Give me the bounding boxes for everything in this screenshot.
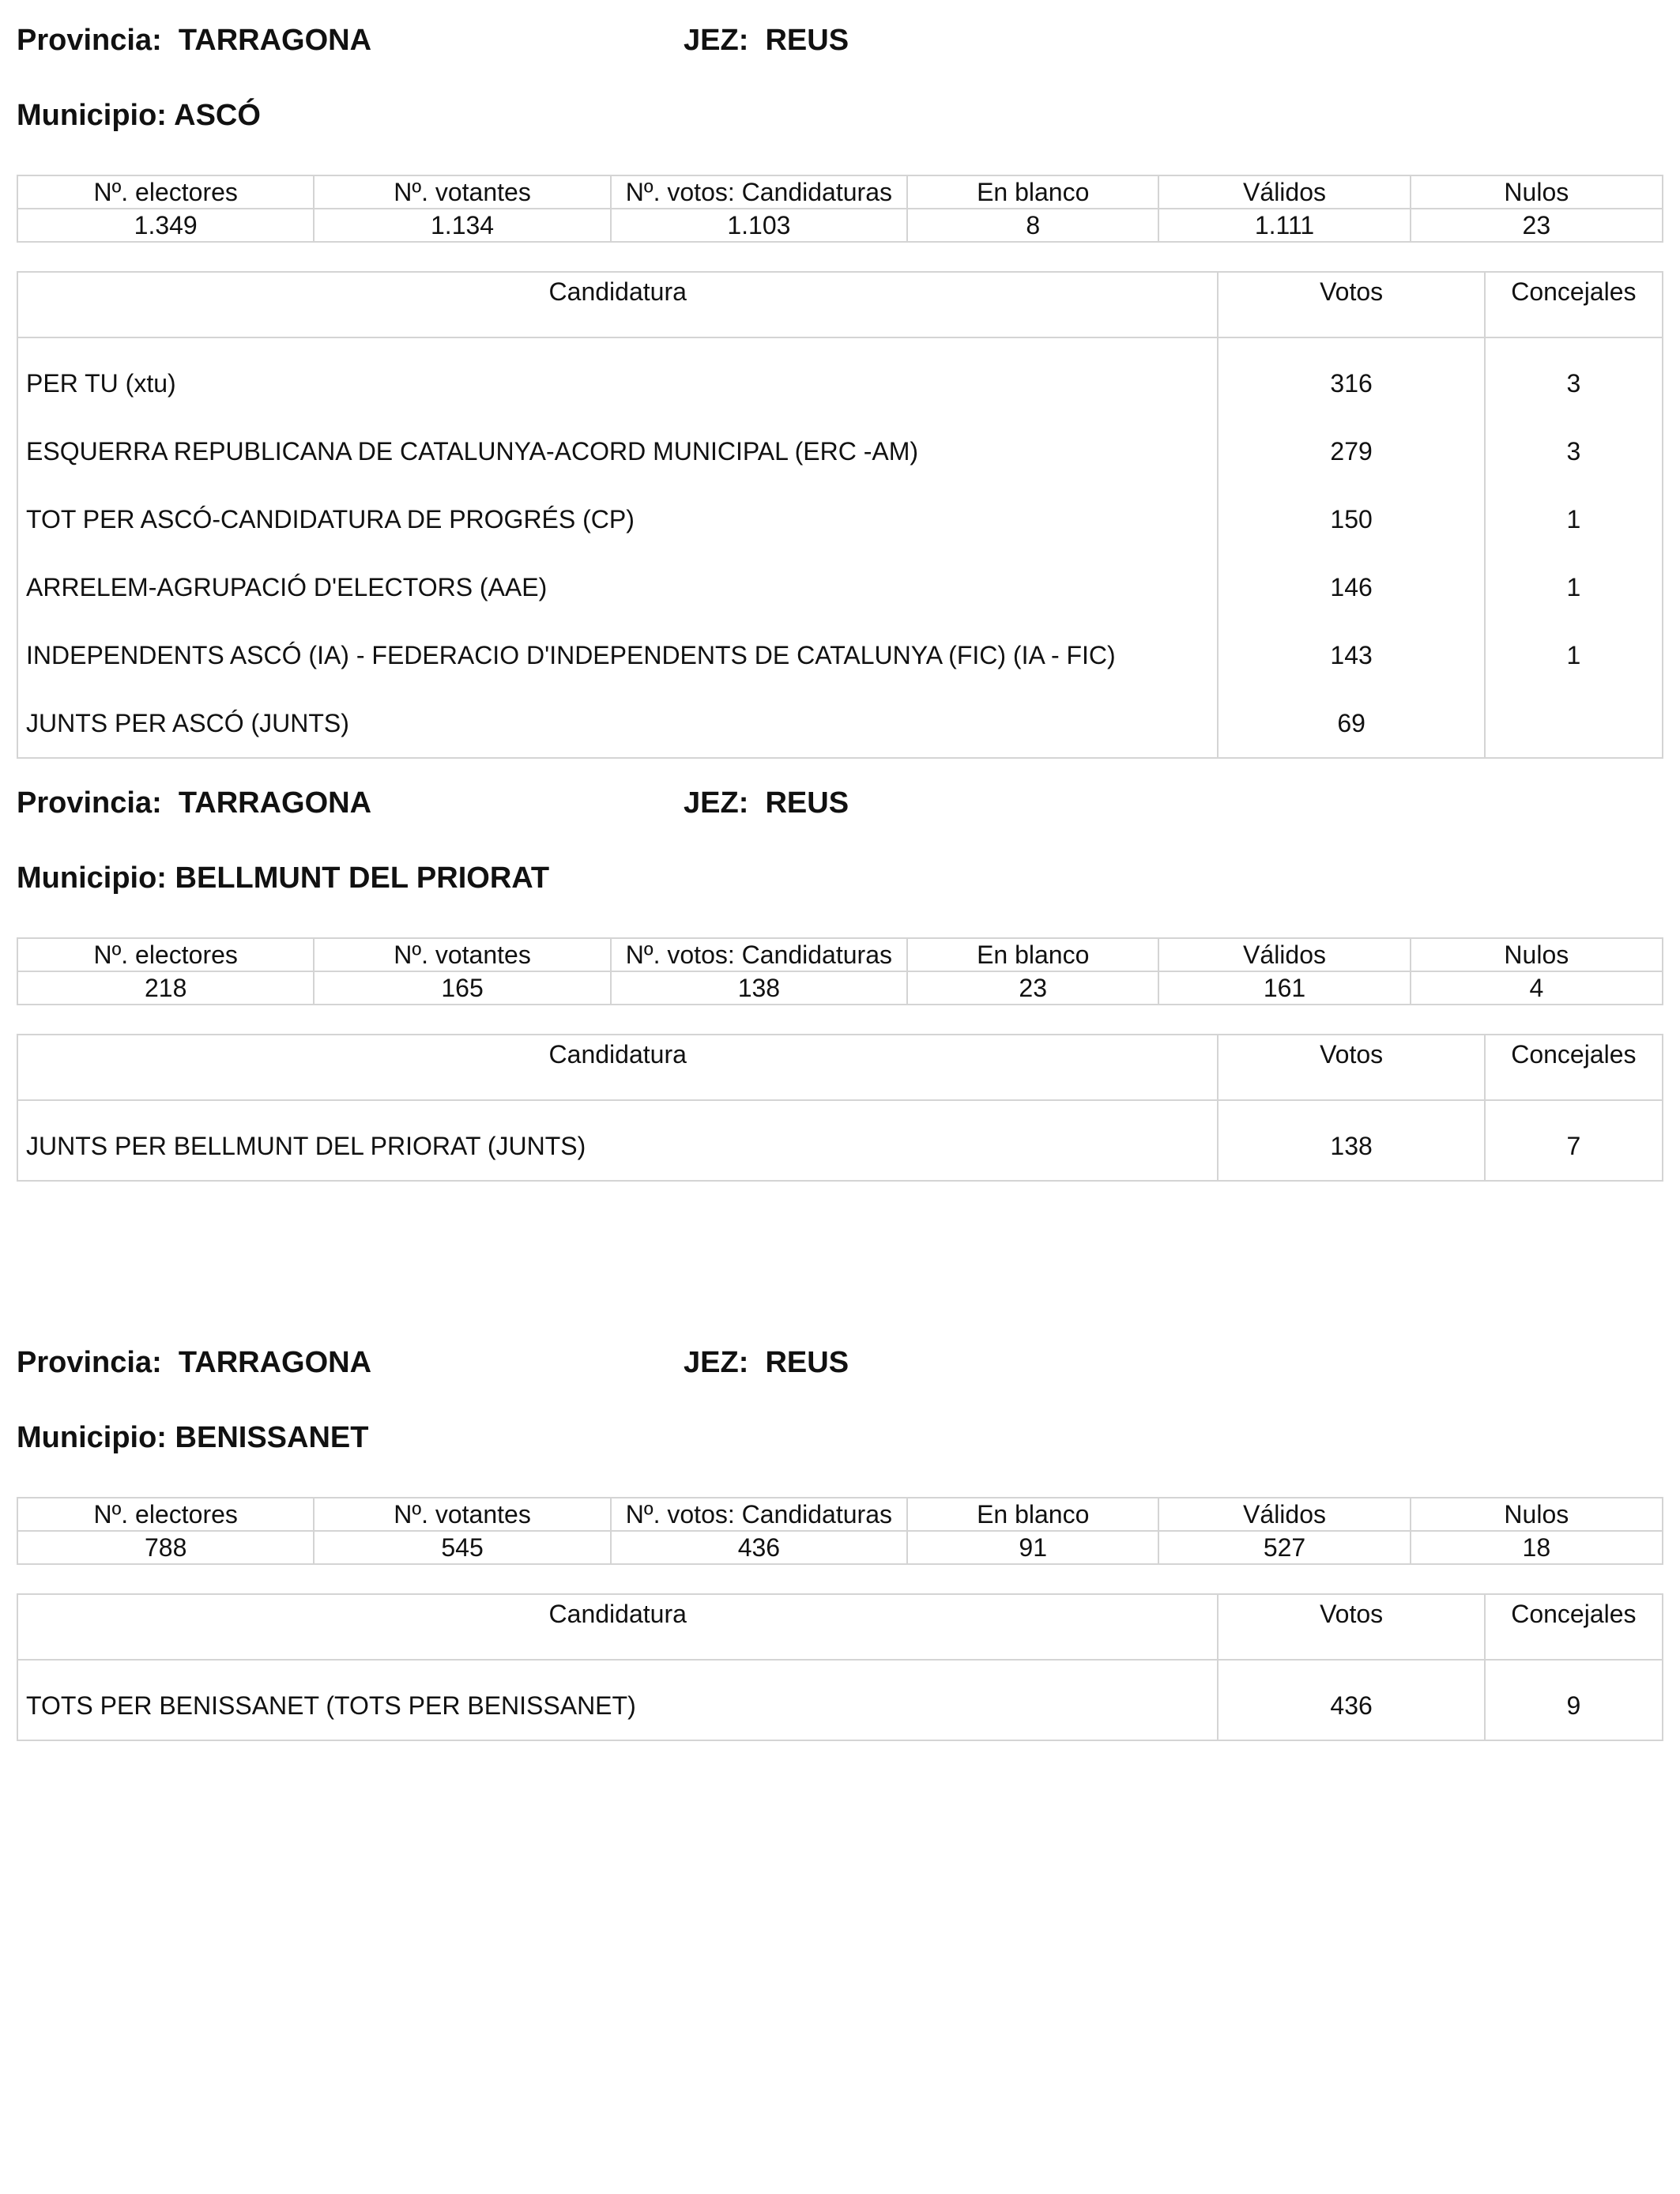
summary-value-cell: 4 xyxy=(1411,971,1663,1005)
provincia-field xyxy=(17,24,371,58)
candidatura-votos: 279 xyxy=(1218,417,1484,485)
candidaturas-header-cell: Concejales xyxy=(1485,1035,1663,1100)
candidatura-concejales xyxy=(1485,689,1663,758)
municipio-value: BELLMUNT DEL PRIORAT xyxy=(175,861,550,895)
candidatura-votos: 316 xyxy=(1218,337,1484,417)
candidatura-votos: 143 xyxy=(1218,621,1484,689)
candidaturas-header-row xyxy=(17,272,1663,337)
candidatura-name: JUNTS PER BELLMUNT DEL PRIORAT (JUNTS) xyxy=(17,1100,1218,1181)
summary-table xyxy=(17,175,1663,243)
summary-value-cell: 545 xyxy=(314,1531,610,1564)
summary-table xyxy=(17,1497,1663,1565)
candidatura-name: ARRELEM-AGRUPACIÓ D'ELECTORS (AAE) xyxy=(17,553,1218,621)
municipio-title xyxy=(17,1421,368,1455)
provincia-label: Provincia: xyxy=(17,1346,162,1379)
candidaturas-header-cell: Concejales xyxy=(1485,1594,1663,1660)
provincia-value: TARRAGONA xyxy=(178,786,372,820)
candidatura-concejales: 1 xyxy=(1485,553,1663,621)
summary-value-cell: 138 xyxy=(611,971,907,1005)
candidatura-row xyxy=(17,1660,1663,1740)
municipio-label: Municipio: xyxy=(17,861,167,895)
candidatura-row xyxy=(17,1100,1663,1181)
municipio-title xyxy=(17,99,261,133)
summary-value-row xyxy=(17,971,1663,1005)
summary-header-cell: Nulos xyxy=(1411,938,1663,971)
summary-value-cell: 218 xyxy=(17,971,314,1005)
jez-label: JEZ: xyxy=(684,1346,749,1379)
summary-value-cell: 23 xyxy=(907,971,1158,1005)
jez-field xyxy=(684,24,849,58)
summary-header-cell: Nº. votos: Candidaturas xyxy=(611,175,907,209)
summary-value-row xyxy=(17,1531,1663,1564)
summary-header-cell: En blanco xyxy=(907,938,1158,971)
summary-header-cell: Nº. electores xyxy=(17,1498,314,1531)
summary-header-cell: Nº. electores xyxy=(17,938,314,971)
municipio-label: Municipio: xyxy=(17,1421,167,1454)
provincia-value: TARRAGONA xyxy=(178,1346,372,1379)
candidatura-name: JUNTS PER ASCÓ (JUNTS) xyxy=(17,689,1218,758)
jez-value: REUS xyxy=(765,1346,849,1379)
summary-value-cell: 1.349 xyxy=(17,209,314,242)
candidaturas-table xyxy=(17,1593,1663,1741)
candidaturas-header-row xyxy=(17,1035,1663,1100)
summary-header-cell: Nº. votos: Candidaturas xyxy=(611,1498,907,1531)
candidatura-name: PER TU (xtu) xyxy=(17,337,1218,417)
municipio-section xyxy=(17,1346,1663,1720)
summary-header-row xyxy=(17,1498,1663,1531)
candidatura-row xyxy=(17,485,1663,553)
municipio-label: Municipio: xyxy=(17,99,167,132)
summary-header-row xyxy=(17,938,1663,971)
summary-value-cell: 18 xyxy=(1411,1531,1663,1564)
candidaturas-header-cell: Votos xyxy=(1218,1594,1484,1660)
summary-value-cell: 436 xyxy=(611,1531,907,1564)
summary-value-cell: 1.103 xyxy=(611,209,907,242)
candidatura-concejales: 7 xyxy=(1485,1100,1663,1181)
candidatura-concejales: 9 xyxy=(1485,1660,1663,1740)
summary-header-cell: Válidos xyxy=(1158,175,1410,209)
municipio-value: BENISSANET xyxy=(175,1421,369,1454)
provincia-label: Provincia: xyxy=(17,786,162,820)
summary-header-cell: Nº. votantes xyxy=(314,938,610,971)
summary-header-cell: En blanco xyxy=(907,175,1158,209)
summary-table xyxy=(17,937,1663,1005)
municipio-title xyxy=(17,861,549,895)
candidatura-votos: 436 xyxy=(1218,1660,1484,1740)
jez-field xyxy=(684,1346,849,1380)
municipio-section xyxy=(17,786,1663,1160)
candidaturas-header-row xyxy=(17,1594,1663,1660)
candidatura-row xyxy=(17,689,1663,758)
summary-header-cell: Nº. votantes xyxy=(314,1498,610,1531)
candidaturas-header-cell: Candidatura xyxy=(17,1035,1218,1100)
jez-field xyxy=(684,786,849,820)
summary-header-cell: En blanco xyxy=(907,1498,1158,1531)
candidatura-concejales: 3 xyxy=(1485,417,1663,485)
candidaturas-header-cell: Concejales xyxy=(1485,272,1663,337)
candidatura-concejales: 3 xyxy=(1485,337,1663,417)
summary-value-cell: 165 xyxy=(314,971,610,1005)
candidaturas-header-cell: Candidatura xyxy=(17,1594,1218,1660)
summary-value-row xyxy=(17,209,1663,242)
summary-value-cell: 161 xyxy=(1158,971,1410,1005)
summary-header-cell: Nulos xyxy=(1411,175,1663,209)
candidatura-votos: 150 xyxy=(1218,485,1484,553)
candidaturas-header-cell: Votos xyxy=(1218,272,1484,337)
candidatura-votos: 146 xyxy=(1218,553,1484,621)
candidaturas-header-cell: Candidatura xyxy=(17,272,1218,337)
jez-label: JEZ: xyxy=(684,786,749,820)
jez-label: JEZ: xyxy=(684,24,749,57)
summary-value-cell: 23 xyxy=(1411,209,1663,242)
candidatura-row xyxy=(17,337,1663,417)
summary-value-cell: 527 xyxy=(1158,1531,1410,1564)
province-header xyxy=(17,24,1663,71)
summary-header-cell: Válidos xyxy=(1158,938,1410,971)
summary-value-cell: 1.111 xyxy=(1158,209,1410,242)
provincia-field xyxy=(17,786,371,820)
summary-header-row xyxy=(17,175,1663,209)
municipio-section xyxy=(17,24,1663,737)
candidaturas-table xyxy=(17,271,1663,759)
candidatura-name: INDEPENDENTS ASCÓ (IA) - FEDERACIO D'INDEPENDENTS DE CATALUNYA (FIC) (IA - FIC) xyxy=(17,621,1218,689)
candidatura-row xyxy=(17,553,1663,621)
province-header xyxy=(17,1346,1663,1393)
provincia-field xyxy=(17,1346,371,1380)
summary-value-cell: 1.134 xyxy=(314,209,610,242)
summary-header-cell: Nº. electores xyxy=(17,175,314,209)
jez-value: REUS xyxy=(765,24,849,57)
provincia-label: Provincia: xyxy=(17,24,162,57)
candidatura-concejales: 1 xyxy=(1485,485,1663,553)
summary-value-cell: 8 xyxy=(907,209,1158,242)
summary-value-cell: 788 xyxy=(17,1531,314,1564)
summary-value-cell: 91 xyxy=(907,1531,1158,1564)
summary-header-cell: Nº. votos: Candidaturas xyxy=(611,938,907,971)
candidaturas-header-cell: Votos xyxy=(1218,1035,1484,1100)
candidaturas-table xyxy=(17,1034,1663,1182)
candidatura-name: TOT PER ASCÓ-CANDIDATURA DE PROGRÉS (CP) xyxy=(17,485,1218,553)
jez-value: REUS xyxy=(765,786,849,820)
summary-header-cell: Nº. votantes xyxy=(314,175,610,209)
municipio-value: ASCÓ xyxy=(174,99,261,132)
province-header xyxy=(17,786,1663,834)
candidatura-row xyxy=(17,417,1663,485)
summary-header-cell: Válidos xyxy=(1158,1498,1410,1531)
provincia-value: TARRAGONA xyxy=(178,24,372,57)
candidatura-row xyxy=(17,621,1663,689)
candidatura-votos: 69 xyxy=(1218,689,1484,758)
candidatura-concejales: 1 xyxy=(1485,621,1663,689)
candidatura-name: ESQUERRA REPUBLICANA DE CATALUNYA-ACORD MUNICIPAL (ERC -AM) xyxy=(17,417,1218,485)
candidatura-votos: 138 xyxy=(1218,1100,1484,1181)
candidatura-name: TOTS PER BENISSANET (TOTS PER BENISSANET) xyxy=(17,1660,1218,1740)
summary-header-cell: Nulos xyxy=(1411,1498,1663,1531)
